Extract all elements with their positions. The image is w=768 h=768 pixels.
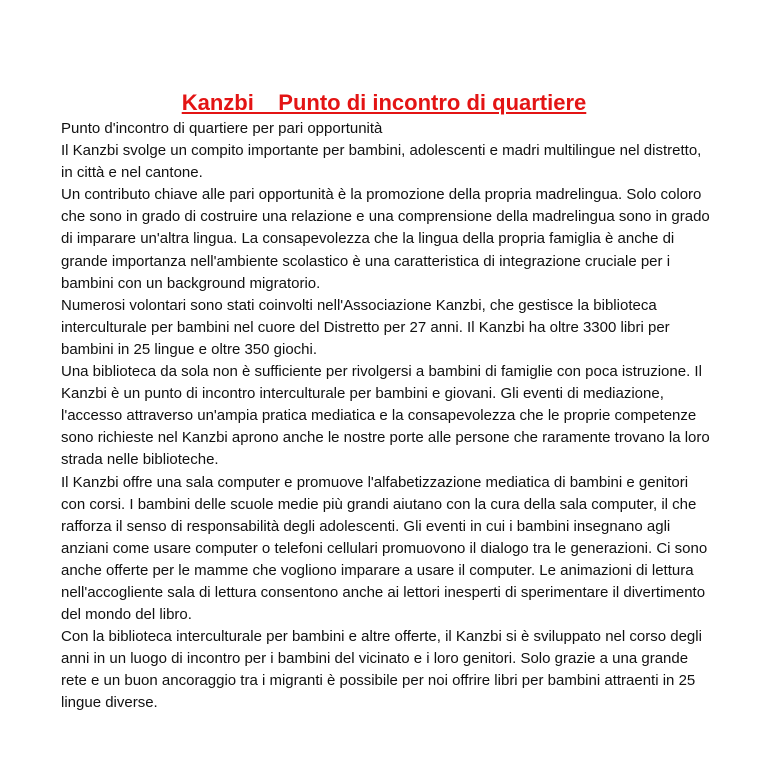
- closing-paragraph: Con la biblioteca interculturale per bambini e altre offerte, il Kanzbi si è sviluppato nel corso degli anni in un luogo di incontro per i bambini del vicinato e i loro genitori. Solo grazie a una grande rete e un buon ancoraggio tra i migranti è possibile per noi offrire libri per bambini attraenti in 25 lingue diverse.: [61, 628, 702, 712]
- page-title: Kanzbi Punto di incontro di quartiere: [181, 90, 587, 115]
- mother-tongue-paragraph: Un contributo chiave alle pari opportunità è la promozione della propria madrelingua. Solo coloro che sono in grado di costruire una relazione e una comprensione della madrelingua sono in grado di imparare un'altra lingua. La consapevolezza che la lingua della propria famiglia è anche di grande importanza nell'ambiente scolastico è una caratteristica di integrazione cruciale per i bambini con un background migratorio.: [61, 186, 710, 292]
- intro-paragraph: Il Kanzbi svolge un compito importante per bambini, adolescenti e madri multilingue nel distretto, in città e nel cantone.: [61, 142, 702, 182]
- computer-room-paragraph: Il Kanzbi offre una sala computer e promuove l'alfabetizzazione mediatica di bambini e genitori con corsi. I bambini delle scuole medie più grandi aiutano con la cura della sala computer, il che rafforza il senso di responsabilità degli adolescenti. Gli eventi in cui i bambini insegnano agli anziani come usare computer o telefoni cellulari promuovono il dialogo tra le generazioni. Ci sono anche offerte per le mamme che vogliono imparare a usare il computer. Le animazioni di lettura nell'accogliente sala di lettura consentono anche ai lettori inesperti di sperimentare il divertimento del mondo del libro.: [61, 473, 708, 624]
- document-body: [61, 118, 711, 715]
- volunteers-paragraph: Numerosi volontari sono stati coinvolti nell'Associazione Kanzbi, che gestisce la biblioteca interculturale per bambini nel cuore del Distretto per 27 anni. Il Kanzbi ha oltre 3300 libri per bambini in 25 lingue e oltre 350 giochi.: [61, 296, 670, 358]
- meeting-point-paragraph: Una biblioteca da sola non è sufficiente per rivolgersi a bambini di famiglie con poca istruzione. Il Kanzbi è un punto di incontro interculturale per bambini e giovani. Gli eventi di mediazione, l'accesso attraverso un'ampia pratica mediatica e la consapevolezza che le proprie competenze sono richieste nel Kanzbi aprono anche le nostre porte alle persone che raramente trovano la loro strada nelle biblioteche.: [61, 363, 710, 469]
- subtitle-paragraph: Punto d'incontro di quartiere per pari opportunità: [61, 120, 383, 137]
